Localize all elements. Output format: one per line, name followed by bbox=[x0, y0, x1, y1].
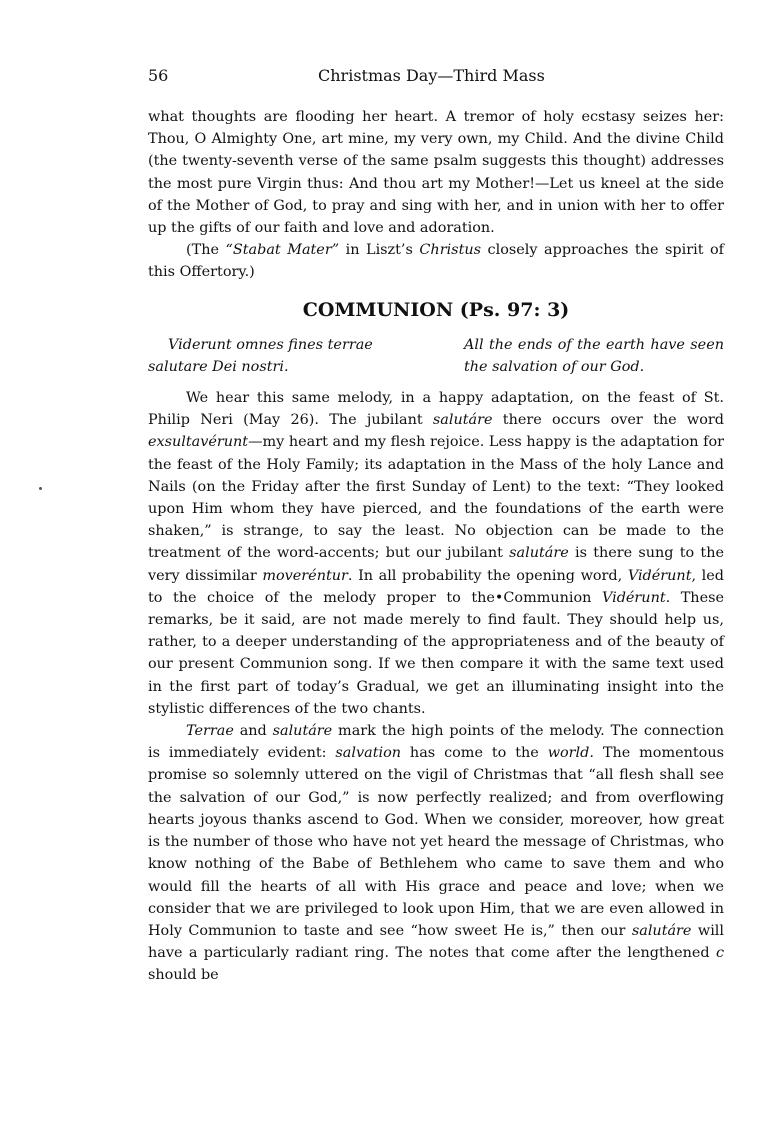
italic-word: salutáre bbox=[432, 412, 493, 429]
margin-speck bbox=[39, 487, 42, 490]
page-number: 56 bbox=[148, 66, 169, 85]
body-text bbox=[148, 106, 724, 987]
section-heading: COMMUNION (Ps. 97: 3) bbox=[302, 298, 570, 321]
text-run: . These remarks, be it said, are not made merely to find fault. They should help us, rather, to a deeper understanding of the appropriateness and of the beauty of our present Communion song. If we then compare it with the same text used in the first part of today’s Gradual, we get an illuminating insight into the stylistic differences of the two chants. bbox=[148, 589, 724, 717]
text-run: We hear this same melody, in a happy adaptation, on the feast of St. Philip Neri (May 26). The jubilant bbox=[148, 390, 724, 429]
text-run: there occurs over the word bbox=[492, 412, 724, 429]
text-run: in Liszt’s bbox=[339, 242, 420, 259]
italic-word: exsultavérunt bbox=[148, 434, 249, 451]
italic-word: world bbox=[547, 745, 590, 762]
italic-word: salutáre bbox=[272, 723, 333, 740]
text-run: has come to the bbox=[401, 745, 548, 762]
text-run: . The momentous promise so solemnly uttered on the vigil of Christmas that “all flesh shall see the salvation of our God,” is now perfectly realized; and from overflowing hearts joyous thanks ascend to God. When we consider, moreover, how great is the number of those who have not yet heard the message of Christmas, who know nothing of the Babe of Bethlehem who came to save them and who would fill the hearts of all with His grace and peace and love; when we consider that we are privileged to look upon Him, that we are even allowed in Holy Communion to taste and see “how sweet He is,” then our bbox=[148, 745, 724, 939]
text-run: . In all probability the opening word, bbox=[347, 567, 628, 584]
paragraph-stabat-note bbox=[148, 239, 724, 283]
running-title: Christmas Day—Third Mass bbox=[318, 66, 545, 85]
text-run: (The bbox=[186, 242, 226, 259]
text-run: mark the high points of the melody. The connection is immediately evident: bbox=[148, 723, 724, 762]
italic-word: salutáre bbox=[631, 922, 692, 939]
paragraph-melody-adaptation bbox=[148, 387, 724, 720]
chant-text-block bbox=[148, 334, 724, 378]
paragraph-high-points bbox=[148, 720, 724, 986]
paragraph-offertory-end bbox=[148, 106, 724, 239]
italic-word: moveréntur bbox=[262, 567, 348, 584]
text-run: —my heart and my flesh rejoice. Less happy is the adaptation for the feast of the Holy Family; its adaptation in the Mass of the holy Lance and Nails (on the Friday after the first Sunday of Lent) to the text: “They looked upon Him whom they have pierced, and the foundations of the earth were shaken,” is strange, to say the least. No objection can be made to the treatment of the word-accents; but our jubilant bbox=[148, 434, 724, 562]
chant-english: All the ends of the earth have seen the salvation of our God. bbox=[464, 336, 724, 375]
chant-latin: Viderunt omnes fines terrae salutare Dei nostri. bbox=[148, 336, 373, 375]
text-run: will have a particularly radiant ring. The notes that come after the lengthened bbox=[148, 922, 725, 962]
italic-word: Terrae bbox=[186, 723, 234, 740]
text-run: is there sung to the very dissimilar bbox=[148, 545, 724, 584]
text-run: should be bbox=[148, 967, 219, 984]
italic-word: Vidérunt bbox=[627, 567, 692, 584]
italic-title-christus: Christus bbox=[419, 242, 482, 259]
italic-letter: c bbox=[715, 945, 724, 962]
text-run: and bbox=[233, 723, 273, 740]
italic-word: salvation bbox=[335, 745, 402, 762]
paragraph-text: what thoughts are flooding her heart. A tremor of holy ecstasy seizes her: Thou, O Almighty One, art mine, my very own, my Child. And the divine Child (the twenty-seventh verse of the same psalm suggests this thought) addresses the most pure Virgin thus: And thou art my Mother!—Let us kneel at the side of the Mother of God, to pray and sing with her, and in union with her to offer up the gifts of our faith and love and adoration. bbox=[148, 109, 724, 237]
text-run: closely approaches the spirit of this Offertory.) bbox=[148, 242, 725, 281]
text-run: , led to the choice of the melody proper to the•Communion bbox=[148, 567, 724, 606]
italic-word: salutáre bbox=[509, 545, 569, 562]
italic-word: Vidérunt bbox=[601, 589, 666, 606]
italic-title-stabat: “Stabat Mater” bbox=[225, 242, 340, 259]
page-header bbox=[148, 64, 723, 88]
